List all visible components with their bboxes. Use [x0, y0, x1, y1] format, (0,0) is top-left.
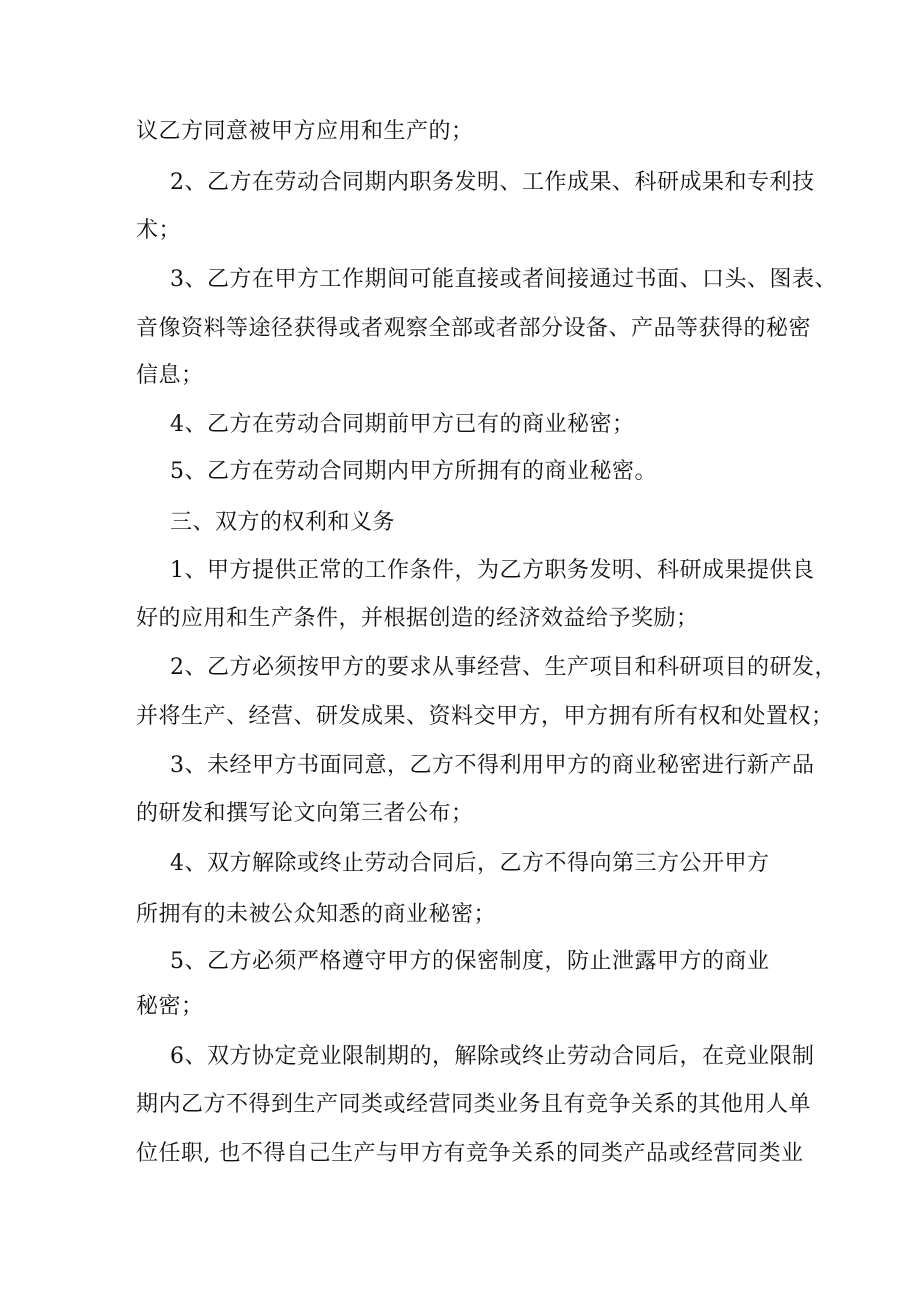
text-line: 2、乙方在劳动合同期内职务发明、工作成果、科研成果和专利技	[170, 170, 815, 195]
text-line: 2、乙方必须按甲方的要求从事经营、生产项目和科研项目的研发，	[170, 655, 837, 680]
text-line: 1、甲方提供正常的工作条件，为乙方职务发明、科研成果提供良	[170, 558, 815, 583]
text-line: 5、乙方必须严格遵守甲方的保密制度，防止泄露甲方的商业	[170, 949, 770, 974]
text-line: 好的应用和生产条件，并根据创造的经济效益给予奖励；	[136, 606, 699, 631]
text-line: 所拥有的未被公众知悉的商业秘密；	[136, 902, 497, 927]
text-line: 术；	[136, 218, 182, 243]
text-line: 3、乙方在甲方工作期间可能直接或者间接通过书面、口头、图表、	[170, 267, 837, 292]
section-heading: 三、双方的权利和义务	[170, 510, 396, 535]
text-line: 并将生产、经营、研发成果、资料交甲方，甲方拥有所有权和处置权；	[136, 704, 834, 729]
text-line: 音像资料等途径获得或者观察全部或者部分设备、产品等获得的秘密	[136, 316, 812, 341]
text-line: 3、未经甲方书面同意，乙方不得利用甲方的商业秘密进行新产品	[170, 753, 815, 778]
text-line: 的研发和撰写论文向第三者公布；	[136, 801, 474, 826]
text-line: 秘密；	[136, 994, 204, 1019]
text-line: 5、乙方在劳动合同期内甲方所拥有的商业秘密。	[170, 459, 657, 484]
text-line: 期内乙方不得到生产同类或经营同类业务且有竞争关系的其他用人单	[136, 1092, 812, 1117]
text-line: 议乙方同意被甲方应用和生产的；	[136, 119, 474, 144]
text-line: 位任职, 也不得自己生产与甲方有竞争关系的同类产品或经营同类业	[136, 1141, 804, 1166]
text-line: 4、乙方在劳动合同期前甲方已有的商业秘密；	[170, 412, 635, 437]
text-line: 信息；	[136, 363, 204, 388]
text-line: 6、双方协定竞业限制期的，解除或终止劳动合同后，在竞业限制	[170, 1044, 815, 1069]
text-line: 4、双方解除或终止劳动合同后，乙方不得向第三方公开甲方	[170, 851, 770, 876]
